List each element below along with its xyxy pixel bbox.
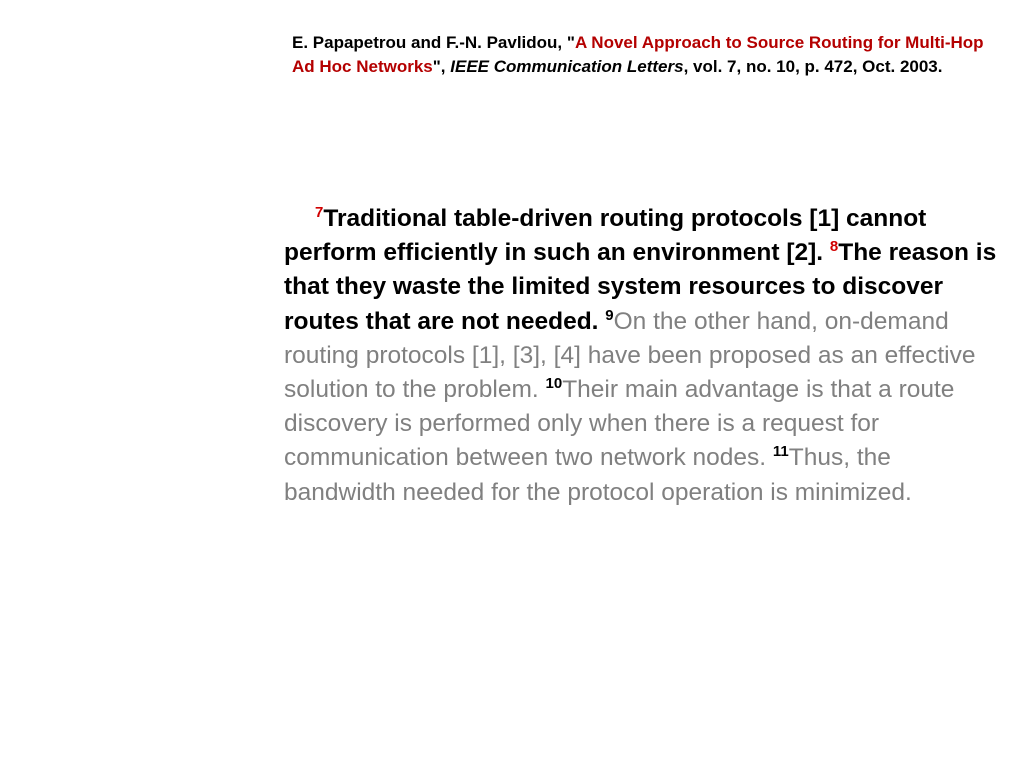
sentence-7-text: Traditional table-driven routing protocols [1] cannot perform efficiently in such an environment [2]. [284,205,927,267]
sentence-number-8: 8 [829,238,839,256]
citation-authors: E. Papapetrou and F.-N. Pavlidou, " [292,33,575,52]
sentence-number-7: 7 [315,203,324,221]
abstract-passage [284,202,1004,510]
citation-details: , vol. 7, no. 10, p. 472, Oct. 2003. [683,57,943,76]
journal-name: IEEE Communication Letters [450,57,684,76]
sentence-number-9: 9 [605,306,614,324]
sentence-number-11: 11 [772,443,789,461]
sentence-10-text: Their main advantage is that a route discovery is performed only when there is a request for communication between two network nodes. [284,376,955,472]
sentence-9-text: On the other hand, on-demand routing protocols [1], [3], [4] have been proposed as an effective solution to the problem. [284,307,976,404]
citation-quote-close: ", [432,57,451,76]
paper-title-link[interactable]: A Novel Approach to Source Routing for Multi-Hop Ad Hoc Networks [292,33,984,76]
citation-reference [292,31,992,79]
sentence-11-text: Thus, the bandwidth needed for the protocol operation is minimized. [284,444,912,506]
sentence-number-10: 10 [545,374,563,392]
sentence-8-text: The reason is that they waste the limited system resources to discover routes that are not needed. [284,239,997,335]
